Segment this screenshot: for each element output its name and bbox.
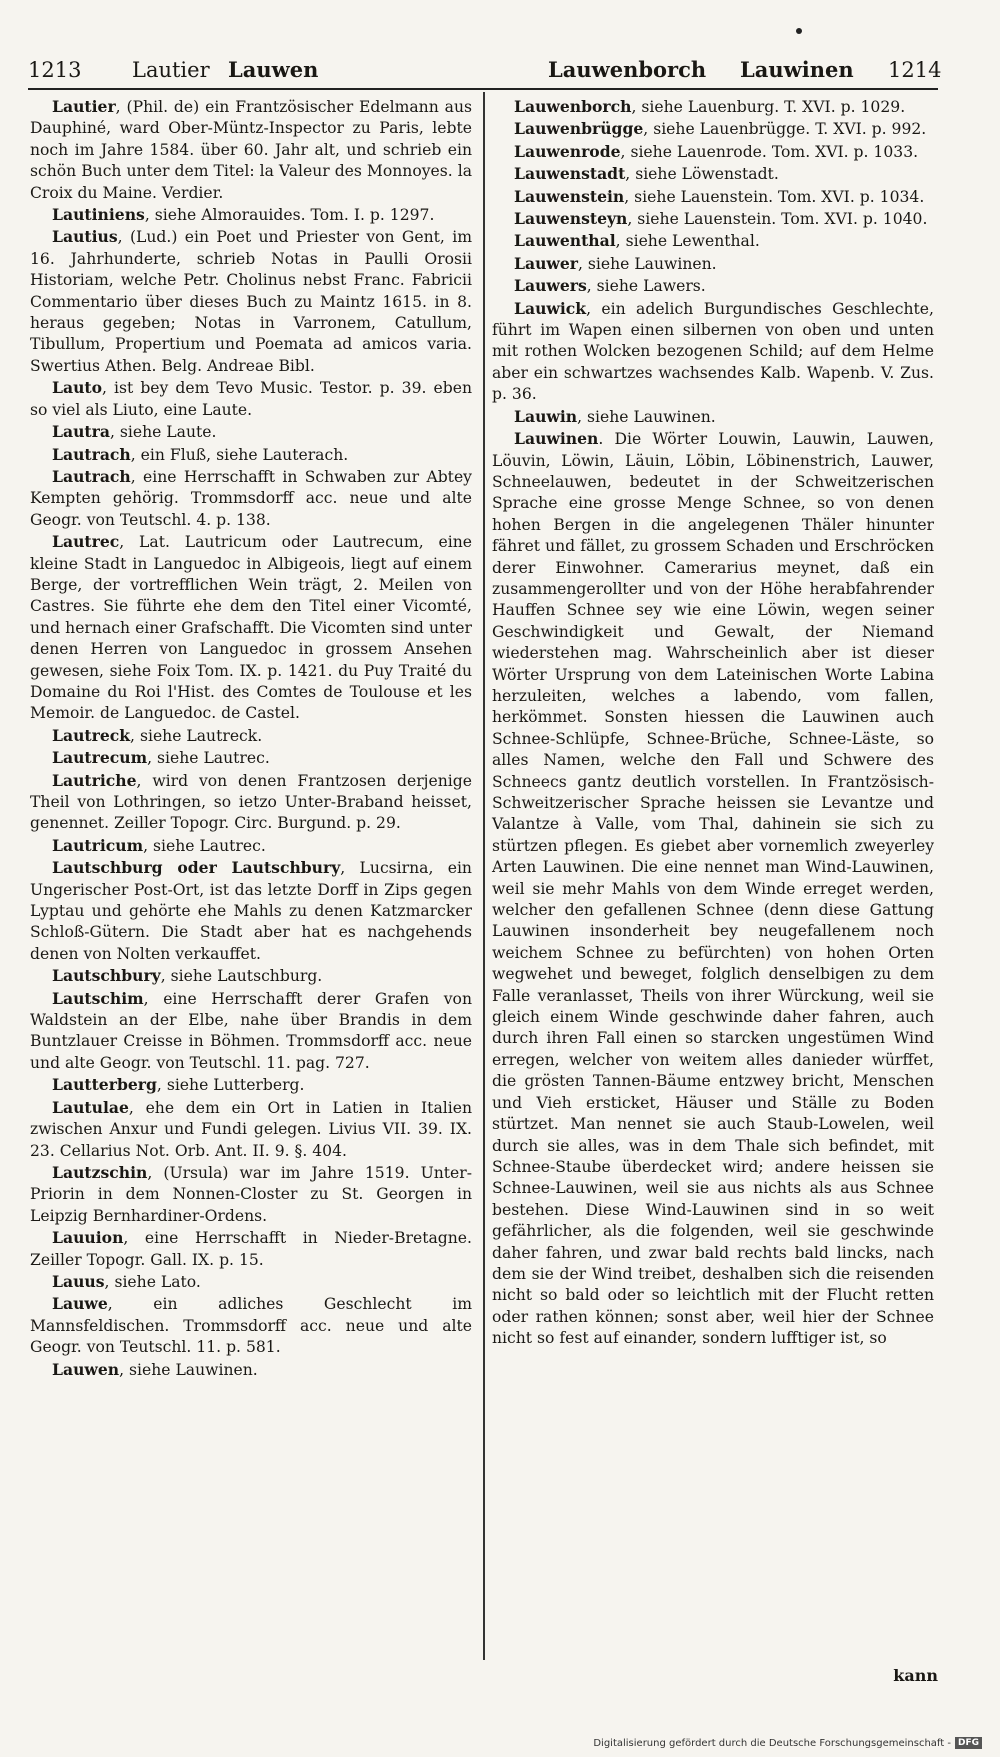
dictionary-entry: Lauwe, ein adliches Geschlecht im Mannsfeldischen. Trommsdorff acc. neue und alte Geogr. von Teutschl. 11. p. 581.: [30, 1294, 472, 1357]
dictionary-entry: Lautschburg oder Lautschbury, Lucsirna, ein Ungerischer Post-Ort, ist das letzte Dorff in Zips gegen Lyptau und gehörte ehe Mahls zu denen Katzmarcker Schloß-Gütern. Die Stadt aber hat es nachgehends denen von Nolten verkauffet.: [30, 858, 472, 963]
dictionary-entry: Lauwenthal, siehe Lewenthal.: [514, 231, 760, 251]
footer-text: Digitalisierung gefördert durch die Deutsche Forschungsgemeinschaft -: [593, 1737, 951, 1749]
dictionary-entry: Lautier, (Phil. de) ein Frantzösischer Edelmann aus Dauphiné, ward Ober-Müntz-Inspector zu Paris, lebte noch im Jahre 1584. über 60. Jahr alt, und schrieb ein schön Buch unter dem Titel: la Valeur des Monnoyes. la Croix du Maine. Verdier.: [30, 97, 472, 202]
dictionary-entry: Lautrach, eine Herrschafft in Schwaben zur Abtey Kempten gehörig. Trommsdorff acc. neue und alte Geogr. von Teutschl. 4. p. 138.: [30, 466, 472, 529]
dictionary-entry: Lautriche, wird von denen Frantzosen derjenige Theil von Lothringen, so ietzo Unter-Braband heisset, genennet. Zeiller Topogr. Circ. Burgund. p. 29.: [30, 770, 472, 833]
dictionary-entry: Lauwen, siehe Lauwinen.: [52, 1359, 258, 1379]
right-running-head-2: Lauwinen: [740, 57, 854, 82]
dictionary-entry: Lautrach, ein Fluß, siehe Lauterach.: [52, 444, 349, 464]
column-divider: [483, 92, 485, 1660]
left-running-head-1: Lautier: [132, 58, 210, 82]
dictionary-entry: Lauwenbrügge, siehe Lauenbrügge. T. XVI. p. 992.: [514, 119, 927, 139]
left-page-number: 1213: [28, 58, 82, 82]
left-column: [30, 96, 472, 1381]
dictionary-entry: Lautricum, siehe Lautrec.: [52, 835, 266, 855]
dictionary-entry: Lauwick, ein adelich Burgundisches Geschlechte, führt im Wapen einen silbernen von oben und unten mit rothen Wolcken bezogenen Schild; auf dem Helme aber ein schwartzes wachsendes Kalb. Wapenb. V. Zus. p. 36.: [492, 298, 934, 404]
dictionary-entry: Lauwenstadt, siehe Löwenstadt.: [514, 164, 779, 184]
dfg-logo: DFG: [955, 1737, 982, 1749]
catchword: kann: [893, 1666, 938, 1685]
dictionary-entry: Lautiniens, siehe Almorauides. Tom. I. p. 1297.: [52, 205, 435, 225]
dictionary-entry: Lauto, ist bey dem Tevo Music. Testor. p. 39. eben so viel als Liuto, eine Laute.: [30, 378, 472, 419]
dictionary-entry: Lauwensteyn, siehe Lauenstein. Tom. XVI. p. 1040.: [514, 209, 928, 229]
dictionary-entry: Lautrec, Lat. Lautricum oder Lautrecum, eine kleine Stadt in Languedoc in Albigeois, liegt auf einem Berge, der vortrefflichen Wein trägt, 2. Meilen von Castres. Sie führte ehe dem den Titel einer Vicomté, und hernach einer Grafschafft. Die Vicomten sind unter denen Herren von Languedoc in grossem Ansehen gewesen, siehe Foix Tom. IX. p. 1421. du Puy Traité du Domaine du Roi l'Hist. des Comtes de Toulouse et les Memoir. de Languedoc. de Castel.: [30, 532, 472, 723]
dictionary-entry: Lautrecum, siehe Lautrec.: [52, 748, 270, 768]
dictionary-entry: Lautius, (Lud.) ein Poet und Priester von Gent, im 16. Jahrhunderte, schrieb Notas in Paulli Orosii Historiam, welche Petr. Cholinus nebst Franc. Fabricii Commentario über dieses Buch zu Maintz 1615. in 8. heraus gegeben; Notas in Varronem, Catullum, Tibullum, Propertium und Poemata ad amicos varia. Swertius Athen. Belg. Andreae Bibl.: [30, 227, 472, 375]
dictionary-entry: Lautterberg, siehe Lutterberg.: [52, 1075, 305, 1095]
dictionary-entry: Lauuion, eine Herrschafft in Nieder-Bretagne. Zeiller Topogr. Gall. IX. p. 15.: [30, 1228, 472, 1269]
dictionary-entry: Lauwenrode, siehe Lauenrode. Tom. XVI. p. 1033.: [514, 141, 919, 161]
dictionary-entry: Lauwer, siehe Lauwinen.: [514, 253, 717, 273]
dictionary-entry: Lauus, siehe Lato.: [52, 1271, 201, 1291]
dictionary-entry: Lautra, siehe Laute.: [52, 422, 217, 442]
dictionary-entry: Lautschbury, siehe Lautschburg.: [52, 966, 323, 986]
dictionary-entry: Lauwin, siehe Lauwinen.: [514, 406, 716, 426]
dictionary-entry: Lautreck, siehe Lautreck.: [52, 725, 263, 745]
dictionary-entry: Lautzschin, (Ursula) war im Jahre 1519. Unter-Priorin in dem Nonnen-Closter zu St. Georgen in Leipzig Bernhardiner-Ordens.: [30, 1162, 472, 1225]
left-running-head-2: Lauwen: [228, 57, 319, 82]
dictionary-entry: Lautulae, ehe dem ein Ort in Latien in Italien zwischen Anxur und Fundi gelegen. Livius VII. 39. IX. 23. Cellarius Not. Orb. Ant. II. 9. §. 404.: [30, 1097, 472, 1160]
right-running-head-1: Lauwenborch: [548, 57, 707, 82]
dictionary-entry: Lauwenborch, siehe Lauenburg. T. XVI. p. 1029.: [514, 97, 906, 116]
dictionary-entry: Lautschim, eine Herrschafft derer Grafen von Waldstein an der Elbe, nahe über Brandis in dem Buntzlauer Creisse in Böhmen. Trommsdorff acc. neue und alte Geogr. von Teutschl. 11. pag. 727.: [30, 988, 472, 1072]
dictionary-entry: Lauwinen. Die Wörter Louwin, Lauwin, Lauwen, Löuvin, Löwin, Läuin, Löbin, Löbinenstrich, Lauwer, Schneelauwen, bedeutet in der Schweitzerischen Sprache eine grosse Menge Schnee, so von denen hohen Bergen in die angelegenen Thäler hinunter fähret und fället, zu grossem Schaden und Erschröcken derer Einwohner. Camerarius meynet, daß ein zusammengerollter und von der Höhe herabfahrender Hauffen Schnee sey wie eine Löwin, wegen seiner Geschwindigkeit und Gewalt, der Niemand wiederstehen mag. Wahrscheinlich aber ist dieser Wörter Ursprung von dem Lateinischen Worte Labina herzuleiten, welches a labendo, vom fallen, herkömmet. Sonsten hiessen die Lauwinen auch Schnee-Schlüpfe, Schnee-Brüche, Schnee-Läste, so alles Namen, welche den Fall und Schwere des Schneecs gantz deutlich vorstellen. In Frantzösisch-Schweitzerischer Sprache heissen sie Levantze und Valantze à Valle, vom Thal, dahinein sie sich zu stürtzen pflegen. Es giebet aber vornemlich zweyerley Arten Lauwinen. Die eine nennet man Wind-Lauwinen, weil sie mehr Mahls von dem Winde erreget werden, welcher den gefallenen Schnee (denn diese Gattung Lauwinen insonderheit bey neugefallenem noch weichem Schnee zu befürchten) von hohen Orten wegwehet und beweget, folglich denselbigen zu dem Falle veranlasset, Theils von ihrer Würckung, weil sie gleich einem Winde geschwinde daher fahren, auch durch ihren Fall einen so starcken ungestümen Wind erregen, welcher von weitem alles danieder würffet, die grösten Tannen-Bäume entzwey bricht, Menschen und Vieh ersticket, Häuser und Ställe zu Boden stürtzet. Man nennet sie auch Staub-Lowelen, weil durch sie alles, was in dem Thale sich befindet, mit Schnee-Staube überdecket wird; andere heissen sie Schnee-Lauwinen, weil sie aus nichts als aus Schnee bestehen. Diese Wind-Lauwinen sind in so weit gefährlicher, als die folgenden, weil sie geschwinde daher fahren, und zwar bald rechts bald lincks, nach dem sie der Wind treibet, deshalben sich die reisenden nicht so bald oder so leichtlich mit der Flucht retten oder rathen können; sonst aber, weil hier der Schnee nicht so fest auf einander, sondern lufftiger ist, so: [492, 429, 934, 1348]
dictionary-entry: Lauwenstein, siehe Lauenstein. Tom. XVI. p. 1034.: [514, 186, 925, 206]
right-page-number: 1214: [888, 58, 942, 82]
page-header: [28, 56, 942, 86]
ink-dot: [796, 28, 802, 34]
header-rule: [28, 88, 938, 90]
right-column: [492, 96, 934, 1350]
dictionary-entry: Lauwers, siehe Lawers.: [514, 276, 706, 296]
footer: [593, 1737, 982, 1749]
